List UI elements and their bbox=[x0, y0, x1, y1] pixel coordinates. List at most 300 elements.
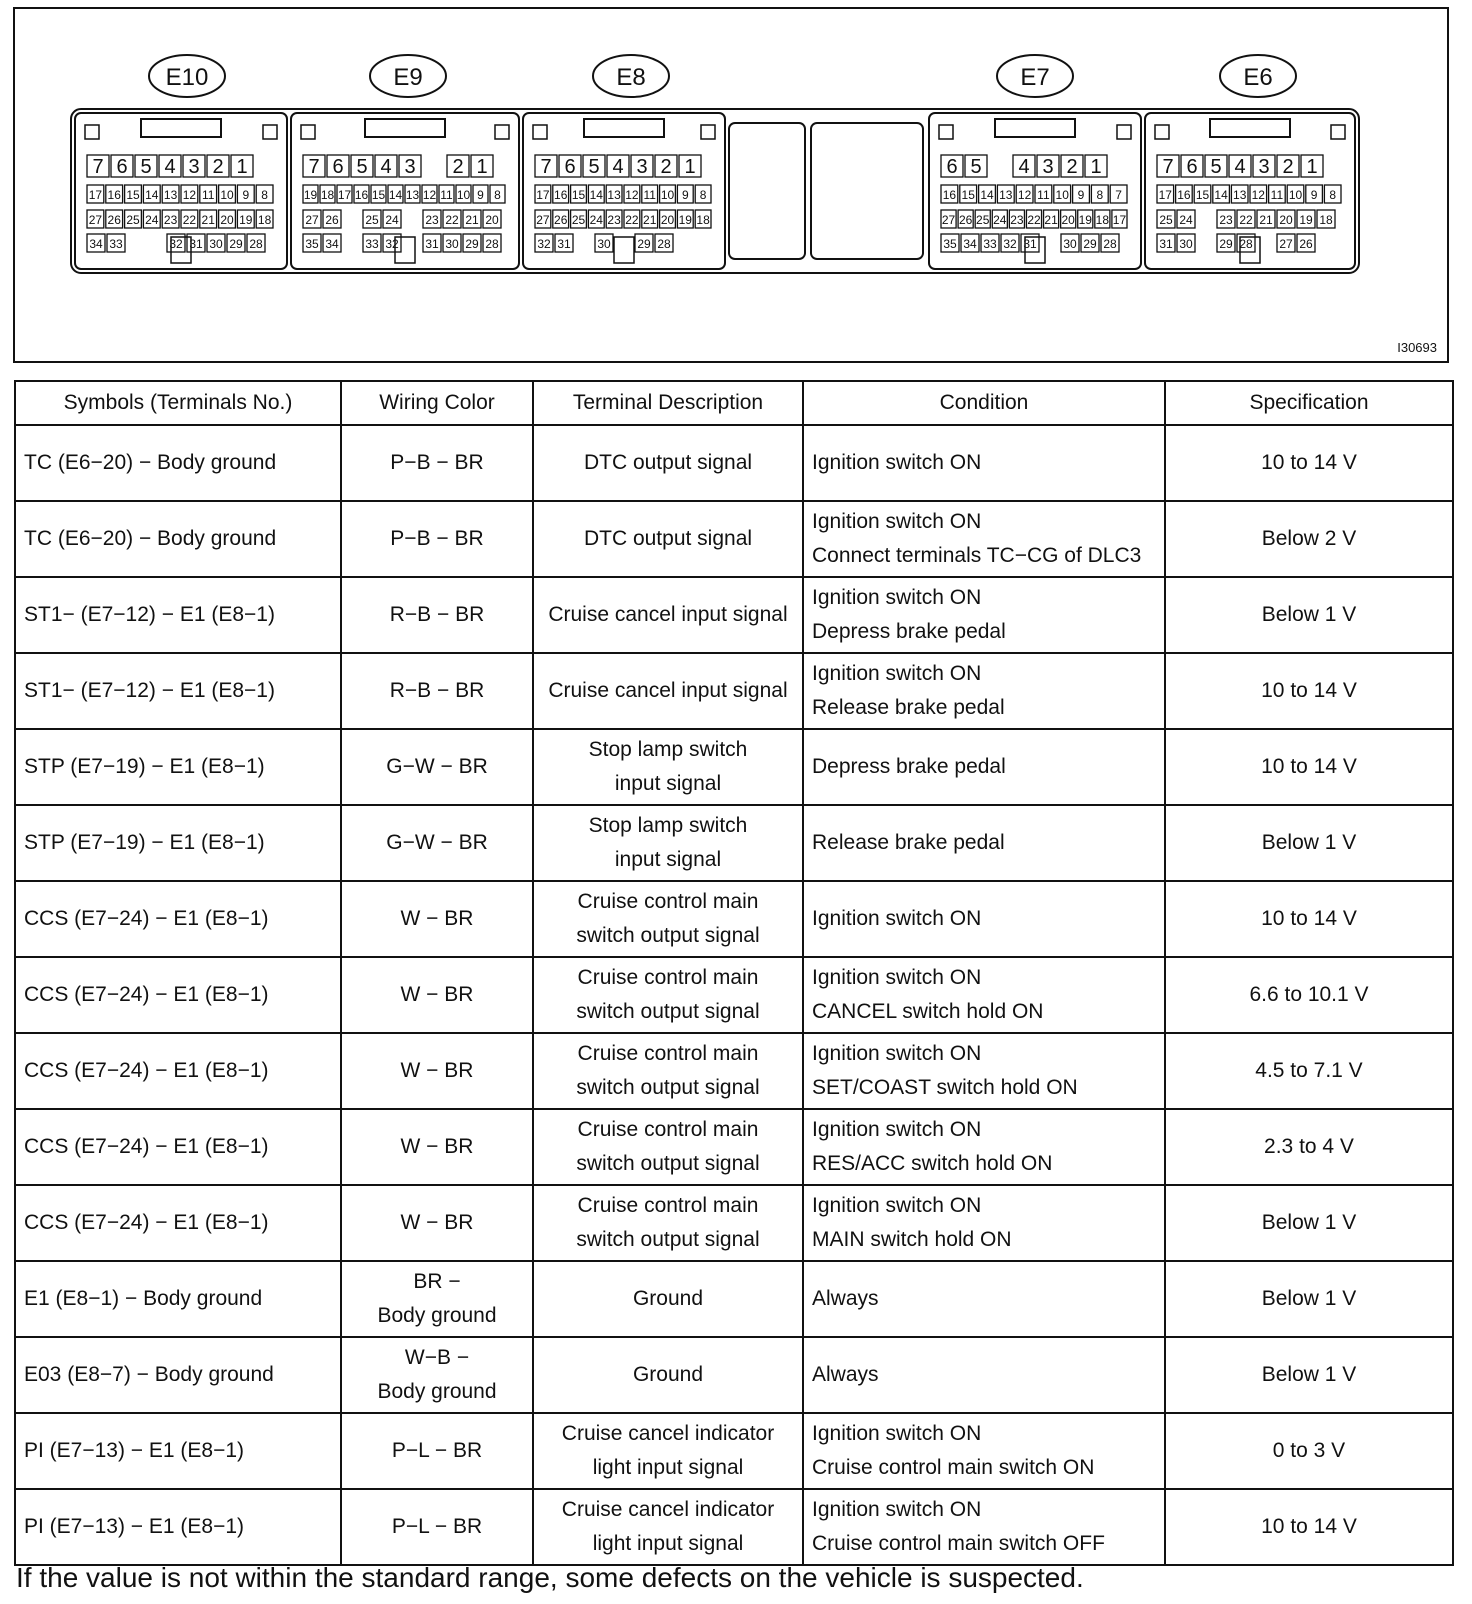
cell-symbol: CCS (E7−24) − E1 (E8−1) bbox=[15, 1033, 341, 1109]
cell-symbol: TC (E6−20) − Body ground bbox=[15, 501, 341, 577]
table-row bbox=[15, 729, 1453, 805]
cell-symbol: CCS (E7−24) − E1 (E8−1) bbox=[15, 1185, 341, 1261]
terminal-pin-number: 34 bbox=[963, 237, 977, 251]
terminal-pin-number: 8 bbox=[699, 188, 707, 202]
terminal-pin-number: 14 bbox=[980, 188, 994, 202]
cell-wiring-color-line: W − BR bbox=[400, 1211, 474, 1234]
header-wiring-color: Wiring Color bbox=[341, 381, 533, 425]
terminal-pin-number: 12 bbox=[625, 188, 639, 202]
cell-condition-line: Ignition switch ON bbox=[812, 1422, 982, 1445]
cell-wiring-color-line: R−B − BR bbox=[389, 603, 485, 626]
terminal-pin-number: 3 bbox=[404, 156, 416, 178]
terminal-pin-number: 16 bbox=[942, 188, 957, 202]
cell-wiring-color bbox=[341, 1033, 533, 1109]
terminal-pin-number: 12 bbox=[182, 188, 197, 202]
table-row bbox=[15, 425, 1453, 501]
cell-wiring-color bbox=[341, 1185, 533, 1261]
terminal-pin-number: 17 bbox=[1158, 188, 1172, 202]
cell-terminal-description-line: DTC output signal bbox=[583, 451, 753, 474]
terminal-pin-number: 26 bbox=[325, 213, 339, 227]
cell-terminal-description-line: Cruise cancel indicator bbox=[561, 1422, 775, 1445]
terminal-pin-number: 21 bbox=[1044, 213, 1058, 227]
terminal-pin-number: 32 bbox=[1003, 237, 1017, 251]
terminal-pin-number: 33 bbox=[365, 237, 379, 251]
connector-key bbox=[701, 125, 715, 139]
terminal-pin-number: 6 bbox=[946, 156, 958, 178]
terminal-pin-number: 23 bbox=[1219, 213, 1233, 227]
terminal-pin-number: 33 bbox=[109, 237, 123, 251]
terminal-pin-number: 1 bbox=[1306, 156, 1318, 178]
connector-key bbox=[939, 125, 953, 139]
terminal-pin-number: 18 bbox=[696, 213, 710, 227]
terminal-pin-number: 4 bbox=[612, 156, 624, 178]
cell-symbol: E1 (E8−1) − Body ground bbox=[15, 1261, 341, 1337]
footnote: If the value is not within the standard range, some defects on the vehicle is suspected. bbox=[16, 1562, 1084, 1593]
terminal-pin-number: 3 bbox=[188, 156, 200, 178]
terminal-pin-number: 31 bbox=[1159, 237, 1173, 251]
terminal-pin-number: 19 bbox=[1299, 213, 1313, 227]
cell-terminal-description bbox=[533, 729, 803, 805]
cell-terminal-description-line: light input signal bbox=[592, 1532, 744, 1555]
cell-condition-line: Ignition switch ON bbox=[812, 966, 982, 989]
terminal-pin-number: 27 bbox=[1279, 237, 1293, 251]
terminal-pin-number: 34 bbox=[89, 237, 103, 251]
terminal-pin-number: 23 bbox=[1010, 213, 1024, 227]
terminal-pin-number: 12 bbox=[422, 188, 437, 202]
cell-terminal-description-line: switch output signal bbox=[576, 1076, 760, 1099]
cell-wiring-color bbox=[341, 1489, 533, 1565]
terminal-pin-number: 1 bbox=[476, 156, 488, 178]
terminal-pin-number: 21 bbox=[1259, 213, 1273, 227]
terminal-pin-number: 27 bbox=[536, 213, 550, 227]
cell-condition-line: Ignition switch ON bbox=[812, 451, 982, 474]
cell-wiring-color-line: W−B − bbox=[404, 1346, 470, 1369]
table-row bbox=[15, 1413, 1453, 1489]
connector-label: E8 bbox=[616, 64, 646, 91]
cell-terminal-description bbox=[533, 1033, 803, 1109]
cell-terminal-description-line: DTC output signal bbox=[583, 527, 753, 550]
cell-terminal-description-line: Ground bbox=[632, 1287, 704, 1310]
cell-specification: 2.3 to 4 V bbox=[1165, 1109, 1453, 1185]
connector-key bbox=[1155, 125, 1169, 139]
terminal-pin-number: 15 bbox=[961, 188, 975, 202]
terminal-pin-number: 22 bbox=[445, 213, 459, 227]
terminal-pin-number: 11 bbox=[643, 188, 656, 202]
cell-condition bbox=[803, 729, 1165, 805]
cell-terminal-description bbox=[533, 805, 803, 881]
terminal-pin-number: 1 bbox=[236, 156, 248, 178]
terminal-spec-table bbox=[14, 380, 1454, 1566]
terminal-pin-number: 14 bbox=[589, 188, 603, 202]
cell-terminal-description-line: input signal bbox=[614, 848, 722, 871]
terminal-pin-number: 4 bbox=[1234, 156, 1246, 178]
cell-terminal-description-line: Cruise control main bbox=[577, 1118, 759, 1141]
cell-wiring-color-line: P−B − BR bbox=[390, 527, 484, 550]
cell-wiring-color-line: P−B − BR bbox=[390, 451, 484, 474]
terminal-pin-number: 30 bbox=[597, 237, 611, 251]
cell-terminal-description bbox=[533, 1185, 803, 1261]
cell-specification: Below 1 V bbox=[1165, 1261, 1453, 1337]
terminal-pin-number: 11 bbox=[201, 188, 215, 202]
terminal-pin-number: 24 bbox=[993, 213, 1007, 227]
terminal-pin-number: 19 bbox=[678, 213, 692, 227]
terminal-pin-number: 8 bbox=[1329, 188, 1337, 202]
terminal-pin-number: 30 bbox=[1179, 237, 1193, 251]
cell-condition-line: CANCEL switch hold ON bbox=[812, 1000, 1044, 1023]
terminal-pin-number: 24 bbox=[385, 213, 399, 227]
header-terminal-description: Terminal Description bbox=[533, 381, 803, 425]
terminal-pin-number: 2 bbox=[212, 156, 224, 178]
connector-keyway bbox=[614, 237, 634, 263]
terminal-pin-number: 20 bbox=[1279, 213, 1293, 227]
terminal-pin-number: 22 bbox=[625, 213, 639, 227]
cell-terminal-description-line: Stop lamp switch bbox=[588, 814, 748, 837]
terminal-pin-number: 4 bbox=[164, 156, 176, 178]
header-specification: Specification bbox=[1165, 381, 1453, 425]
terminal-pin-number: 13 bbox=[607, 188, 621, 202]
cell-terminal-description-line: Cruise control main bbox=[577, 890, 759, 913]
terminal-pin-number: 19 bbox=[1078, 213, 1092, 227]
table-row bbox=[15, 501, 1453, 577]
terminal-pin-number: 17 bbox=[88, 188, 103, 202]
cell-symbol: CCS (E7−24) − E1 (E8−1) bbox=[15, 957, 341, 1033]
terminal-pin-number: 29 bbox=[637, 237, 651, 251]
terminal-pin-number: 15 bbox=[126, 188, 140, 202]
connector-latch bbox=[584, 119, 664, 137]
connector-key bbox=[495, 125, 509, 139]
terminal-pin-number: 8 bbox=[261, 188, 268, 202]
connector-label: E7 bbox=[1020, 64, 1050, 91]
connector-label: E6 bbox=[1243, 64, 1273, 91]
cell-specification: 6.6 to 10.1 V bbox=[1165, 957, 1453, 1033]
terminal-pin-number: 18 bbox=[1319, 213, 1333, 227]
cell-wiring-color bbox=[341, 425, 533, 501]
terminal-pin-number: 14 bbox=[388, 188, 403, 202]
cell-condition-line: Ignition switch ON bbox=[812, 907, 982, 930]
terminal-pin-number: 13 bbox=[405, 188, 420, 202]
cell-terminal-description-line: Cruise cancel indicator bbox=[561, 1498, 775, 1521]
terminal-pin-number: 28 bbox=[1103, 237, 1117, 251]
connector-latch bbox=[365, 119, 445, 137]
cell-specification: Below 1 V bbox=[1165, 1337, 1453, 1413]
cell-condition-line: Cruise control main switch OFF bbox=[812, 1532, 1105, 1555]
cell-terminal-description bbox=[533, 1261, 803, 1337]
terminal-pin-number: 27 bbox=[88, 213, 103, 227]
terminal-pin-number: 30 bbox=[209, 237, 223, 251]
terminal-pin-number: 29 bbox=[465, 237, 479, 251]
terminal-pin-number: 13 bbox=[163, 188, 178, 202]
terminal-pin-number: 27 bbox=[941, 213, 956, 227]
cell-condition bbox=[803, 1489, 1165, 1565]
cell-wiring-color-line: G−W − BR bbox=[386, 755, 488, 778]
cell-terminal-description-line: Cruise control main bbox=[577, 966, 759, 989]
table-row bbox=[15, 653, 1453, 729]
cell-condition-line: Ignition switch ON bbox=[812, 1118, 982, 1141]
terminal-pin-number: 31 bbox=[425, 237, 439, 251]
terminal-pin-number: 16 bbox=[354, 188, 369, 202]
terminal-pin-number: 15 bbox=[371, 188, 386, 202]
cell-condition-line: Release brake pedal bbox=[812, 696, 1005, 719]
cell-specification: Below 1 V bbox=[1165, 805, 1453, 881]
cell-wiring-color-line: P−L − BR bbox=[391, 1515, 483, 1538]
terminal-pin-number: 15 bbox=[1195, 188, 1210, 202]
cell-symbol: STP (E7−19) − E1 (E8−1) bbox=[15, 729, 341, 805]
terminal-pin-number: 16 bbox=[554, 188, 568, 202]
cell-wiring-color-line: P−L − BR bbox=[391, 1439, 483, 1462]
cell-terminal-description-line: Stop lamp switch bbox=[588, 738, 748, 761]
connector-latch bbox=[1210, 119, 1290, 137]
connector-key bbox=[263, 125, 277, 139]
terminal-pin-number: 8 bbox=[1096, 188, 1104, 202]
terminal-pin-number: 19 bbox=[239, 213, 253, 227]
terminal-pin-number: 8 bbox=[494, 188, 501, 202]
terminal-pin-number: 23 bbox=[607, 213, 621, 227]
terminal-pin-number: 9 bbox=[1310, 188, 1318, 202]
connector-key bbox=[533, 125, 547, 139]
cell-terminal-description-line: Cruise control main bbox=[577, 1194, 759, 1217]
terminal-pin-number: 30 bbox=[1063, 237, 1077, 251]
connector-diagram bbox=[13, 7, 1449, 363]
header-condition: Condition bbox=[803, 381, 1165, 425]
terminal-pin-number: 7 bbox=[308, 156, 320, 178]
cell-condition bbox=[803, 805, 1165, 881]
terminal-pin-number: 2 bbox=[452, 156, 464, 178]
cell-wiring-color bbox=[341, 1337, 533, 1413]
terminal-pin-number: 26 bbox=[958, 213, 973, 227]
terminal-pin-number: 5 bbox=[140, 156, 152, 178]
cell-condition bbox=[803, 577, 1165, 653]
terminal-pin-number: 10 bbox=[1288, 188, 1303, 202]
cell-condition-line: Ignition switch ON bbox=[812, 510, 982, 533]
terminal-pin-number: 12 bbox=[1017, 188, 1032, 202]
terminal-pin-number: 31 bbox=[557, 237, 571, 251]
terminal-pin-number: 20 bbox=[485, 213, 499, 227]
terminal-pin-number: 28 bbox=[249, 237, 263, 251]
cell-condition bbox=[803, 1109, 1165, 1185]
terminal-pin-number: 25 bbox=[365, 213, 379, 227]
cell-terminal-description bbox=[533, 1413, 803, 1489]
cell-condition-line: Ignition switch ON bbox=[812, 1042, 982, 1065]
terminal-pin-number: 19 bbox=[303, 188, 318, 202]
terminal-pin-number: 32 bbox=[385, 237, 399, 251]
terminal-pin-number: 4 bbox=[1018, 156, 1030, 178]
cell-condition-line: Release brake pedal bbox=[812, 831, 1005, 854]
terminal-pin-number: 27 bbox=[305, 213, 319, 227]
connector-key bbox=[1331, 125, 1345, 139]
cell-specification: 10 to 14 V bbox=[1165, 653, 1453, 729]
cell-terminal-description bbox=[533, 1489, 803, 1565]
terminal-pin-number: 13 bbox=[1233, 188, 1247, 202]
cell-wiring-color bbox=[341, 501, 533, 577]
cell-symbol: PI (E7−13) − E1 (E8−1) bbox=[15, 1489, 341, 1565]
terminal-pin-number: 20 bbox=[1061, 213, 1075, 227]
cell-wiring-color-line: Body ground bbox=[377, 1304, 497, 1327]
diagram-id-label: I30693 bbox=[1397, 340, 1437, 355]
terminal-pin-number: 22 bbox=[182, 213, 197, 227]
cell-condition-line: Depress brake pedal bbox=[812, 620, 1006, 643]
blank-module bbox=[729, 123, 805, 259]
table-row bbox=[15, 1489, 1453, 1565]
terminal-pin-number: 10 bbox=[660, 188, 675, 202]
cell-symbol: TC (E6−20) − Body ground bbox=[15, 425, 341, 501]
terminal-pin-number: 10 bbox=[220, 188, 234, 202]
cell-wiring-color bbox=[341, 1261, 533, 1337]
terminal-pin-number: 2 bbox=[1066, 156, 1078, 178]
cell-wiring-color bbox=[341, 577, 533, 653]
terminal-pin-number: 24 bbox=[1179, 213, 1193, 227]
cell-terminal-description-line: Ground bbox=[632, 1363, 704, 1386]
terminal-pin-number: 18 bbox=[257, 213, 272, 227]
terminal-pin-number: 7 bbox=[1162, 156, 1174, 178]
terminal-pin-number: 21 bbox=[201, 213, 215, 227]
cell-specification: Below 2 V bbox=[1165, 501, 1453, 577]
terminal-pin-number: 9 bbox=[1077, 188, 1085, 202]
cell-wiring-color bbox=[341, 881, 533, 957]
terminal-pin-number: 12 bbox=[1251, 188, 1265, 202]
table-row bbox=[15, 881, 1453, 957]
terminal-pin-number: 14 bbox=[1214, 188, 1228, 202]
connector-latch bbox=[995, 119, 1075, 137]
terminal-pin-number: 31 bbox=[1023, 237, 1037, 251]
cell-condition bbox=[803, 1337, 1165, 1413]
cell-wiring-color-line: R−B − BR bbox=[389, 679, 485, 702]
terminal-pin-number: 21 bbox=[643, 213, 657, 227]
terminal-pin-number: 26 bbox=[1299, 237, 1313, 251]
connector-key bbox=[301, 125, 315, 139]
terminal-pin-number: 32 bbox=[169, 237, 183, 251]
table-row bbox=[15, 1185, 1453, 1261]
cell-terminal-description bbox=[533, 881, 803, 957]
terminal-pin-number: 15 bbox=[571, 188, 586, 202]
terminal-pin-number: 5 bbox=[356, 156, 368, 178]
cell-terminal-description bbox=[533, 957, 803, 1033]
table-row bbox=[15, 1261, 1453, 1337]
cell-wiring-color-line: G−W − BR bbox=[386, 831, 488, 854]
terminal-pin-number: 7 bbox=[1115, 188, 1122, 202]
connector-label: E10 bbox=[165, 64, 209, 91]
terminal-pin-number: 22 bbox=[1027, 213, 1041, 227]
terminal-pin-number: 18 bbox=[320, 188, 335, 202]
terminal-pin-number: 2 bbox=[660, 156, 672, 178]
terminal-pin-number: 26 bbox=[107, 213, 121, 227]
cell-terminal-description bbox=[533, 1337, 803, 1413]
cell-symbol: CCS (E7−24) − E1 (E8−1) bbox=[15, 1109, 341, 1185]
cell-symbol: STP (E7−19) − E1 (E8−1) bbox=[15, 805, 341, 881]
cell-wiring-color-line: Body ground bbox=[377, 1380, 497, 1403]
terminal-pin-number: 3 bbox=[1042, 156, 1054, 178]
cell-terminal-description bbox=[533, 1109, 803, 1185]
cell-specification: Below 1 V bbox=[1165, 577, 1453, 653]
terminal-pin-number: 21 bbox=[465, 213, 479, 227]
terminal-pin-number: 11 bbox=[440, 188, 453, 202]
terminal-pin-number: 25 bbox=[571, 213, 586, 227]
cell-symbol: E03 (E8−7) − Body ground bbox=[15, 1337, 341, 1413]
blank-module bbox=[811, 123, 923, 259]
terminal-pin-number: 6 bbox=[1186, 156, 1198, 178]
cell-wiring-color bbox=[341, 653, 533, 729]
terminal-pin-number: 17 bbox=[536, 188, 550, 202]
terminal-pin-number: 5 bbox=[970, 156, 982, 178]
cell-terminal-description-line: Cruise cancel input signal bbox=[548, 679, 788, 702]
terminal-pin-number: 13 bbox=[999, 188, 1013, 202]
cell-condition bbox=[803, 425, 1165, 501]
cell-condition-line: Ignition switch ON bbox=[812, 662, 982, 685]
connector-label: E9 bbox=[393, 64, 423, 91]
terminal-pin-number: 9 bbox=[477, 188, 484, 202]
cell-specification: 10 to 14 V bbox=[1165, 1489, 1453, 1565]
cell-terminal-description-line: switch output signal bbox=[576, 1228, 760, 1251]
terminal-pin-number: 25 bbox=[1159, 213, 1173, 227]
terminal-pin-number: 29 bbox=[229, 237, 243, 251]
cell-condition bbox=[803, 1185, 1165, 1261]
cell-terminal-description bbox=[533, 653, 803, 729]
table-row bbox=[15, 577, 1453, 653]
cell-condition-line: Ignition switch ON bbox=[812, 1498, 982, 1521]
cell-terminal-description bbox=[533, 577, 803, 653]
table-header-row bbox=[15, 381, 1453, 425]
cell-condition bbox=[803, 501, 1165, 577]
terminal-pin-number: 23 bbox=[163, 213, 178, 227]
cell-condition-line: Always bbox=[812, 1287, 879, 1310]
cell-wiring-color bbox=[341, 729, 533, 805]
cell-wiring-color-line: W − BR bbox=[400, 983, 474, 1006]
cell-condition-line: Connect terminals TC−CG of DLC3 bbox=[812, 544, 1142, 567]
cell-condition bbox=[803, 1413, 1165, 1489]
table-row bbox=[15, 1337, 1453, 1413]
terminal-pin-number: 9 bbox=[242, 188, 250, 202]
terminal-pin-number: 25 bbox=[126, 213, 140, 227]
cell-wiring-color-line: W − BR bbox=[400, 1059, 474, 1082]
cell-specification: Below 1 V bbox=[1165, 1185, 1453, 1261]
cell-specification: 10 to 14 V bbox=[1165, 881, 1453, 957]
terminal-pin-number: 32 bbox=[537, 237, 551, 251]
cell-symbol: PI (E7−13) − E1 (E8−1) bbox=[15, 1413, 341, 1489]
terminal-pin-number: 20 bbox=[660, 213, 675, 227]
terminal-pin-number: 31 bbox=[189, 237, 203, 251]
table-row bbox=[15, 1109, 1453, 1185]
terminal-pin-number: 29 bbox=[1083, 237, 1097, 251]
terminal-pin-number: 29 bbox=[1219, 237, 1233, 251]
cell-wiring-color bbox=[341, 1413, 533, 1489]
terminal-pin-number: 23 bbox=[425, 213, 439, 227]
ecu-connector-drawing bbox=[15, 9, 1447, 361]
terminal-pin-number: 28 bbox=[485, 237, 499, 251]
terminal-pin-number: 6 bbox=[116, 156, 128, 178]
terminal-pin-number: 16 bbox=[1177, 188, 1191, 202]
cell-terminal-description-line: Cruise cancel input signal bbox=[548, 603, 788, 626]
cell-terminal-description bbox=[533, 501, 803, 577]
terminal-pin-number: 28 bbox=[657, 237, 671, 251]
connector-key bbox=[1117, 125, 1131, 139]
terminal-pin-number: 11 bbox=[1270, 188, 1284, 202]
cell-condition-line: Cruise control main switch ON bbox=[812, 1456, 1095, 1479]
terminal-pin-number: 17 bbox=[1112, 213, 1127, 227]
terminal-pin-number: 3 bbox=[636, 156, 648, 178]
cell-condition bbox=[803, 1033, 1165, 1109]
cell-condition-line: Depress brake pedal bbox=[812, 755, 1006, 778]
terminal-pin-number: 18 bbox=[1095, 213, 1110, 227]
table-row bbox=[15, 957, 1453, 1033]
terminal-pin-number: 30 bbox=[445, 237, 459, 251]
terminal-pin-number: 16 bbox=[107, 188, 121, 202]
terminal-pin-number: 9 bbox=[681, 188, 689, 202]
cell-wiring-color bbox=[341, 957, 533, 1033]
cell-symbol: ST1− (E7−12) − E1 (E8−1) bbox=[15, 653, 341, 729]
terminal-pin-number: 10 bbox=[1055, 188, 1069, 202]
cell-terminal-description-line: switch output signal bbox=[576, 924, 760, 947]
cell-terminal-description-line: input signal bbox=[614, 772, 722, 795]
terminal-pin-number: 25 bbox=[976, 213, 990, 227]
